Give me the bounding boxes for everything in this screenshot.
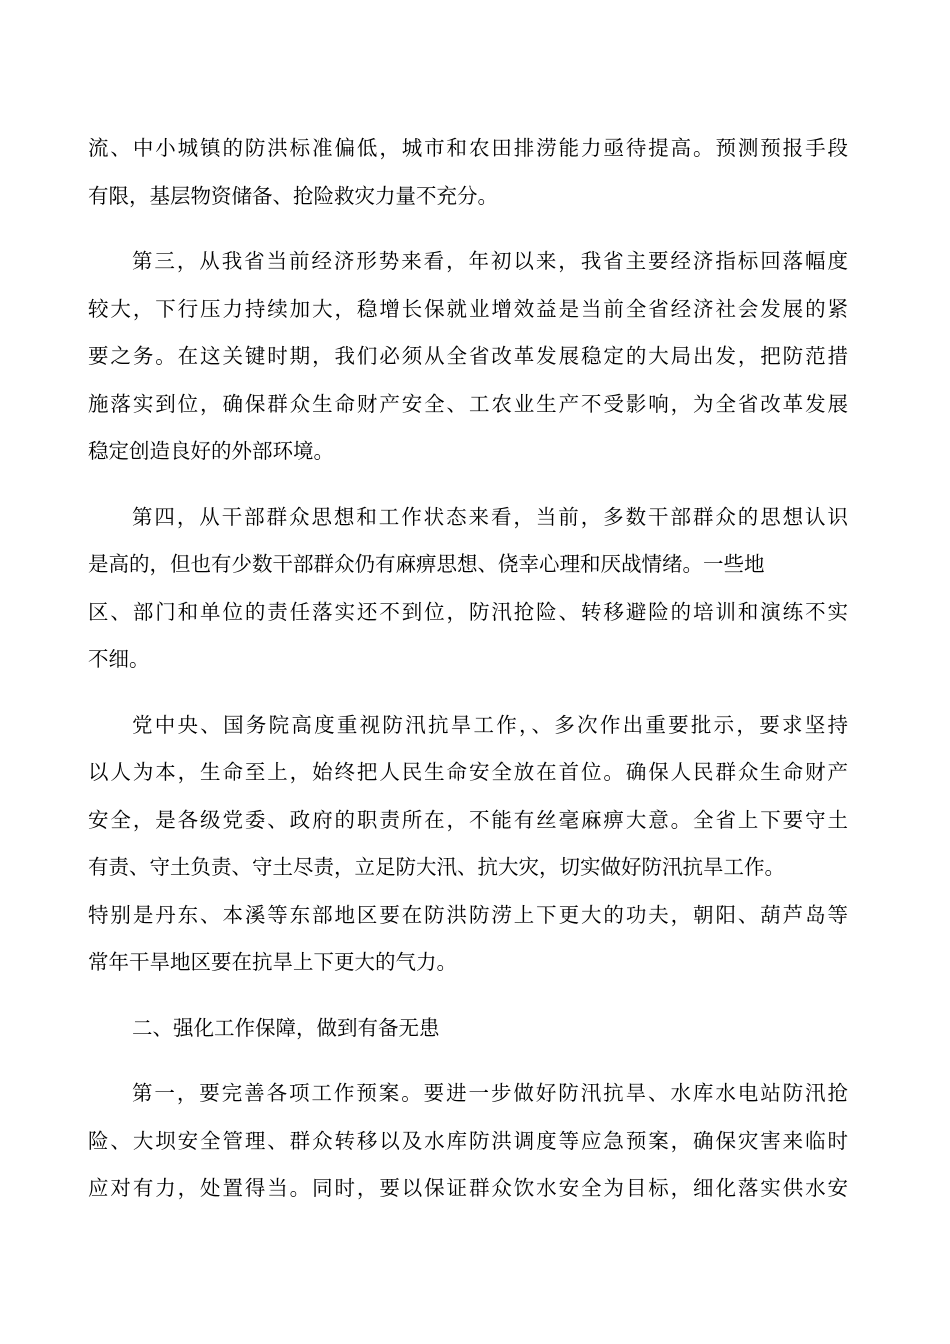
paragraph-third-point (88, 238, 848, 476)
paragraph-continuation (88, 125, 848, 220)
text-line: 第一，要完善各项工作预案。要进一步做好防汛抗旱、水库水电站防汛抢 (132, 1081, 848, 1105)
text-line: 党中央、国务院高度重视防汛抗旱工作，、多次作出重要批示，要求坚持 (132, 712, 848, 737)
text-line: 较大，下行压力持续加大，稳增长保就业增效益是当前全省经济社会发展的紧 (88, 296, 848, 321)
section-heading (88, 1005, 848, 1053)
paragraph-central-directive (88, 702, 848, 987)
document-body (88, 125, 848, 1213)
text-line: 常年干旱地区要在抗旱上下更大的气力。 (88, 950, 457, 974)
text-line: 应对有力，处置得当。同时，要以保证群众饮水安全为目标，细化落实供水安 (88, 1176, 848, 1200)
paragraph-first-measure (88, 1070, 848, 1213)
text-line: 施落实到位，确保群众生命财产安全、工农业生产不受影响，为全省改革发展 (88, 391, 848, 416)
text-line: 安全，是各级党委、政府的职责所在，不能有丝毫麻痹大意。全省上下要守土 (88, 807, 848, 832)
text-line: 以人为本，生命至上，始终把人民生命安全放在首位。确保人民群众生命财产 (88, 760, 848, 784)
text-line: 险、大坝安全管理、群众转移以及水库防洪调度等应急预案，确保灾害来临时 (88, 1128, 848, 1153)
text-line: 区、部门和单位的责任落实还不到位，防汛抢险、转移避险的培训和演练不实 (88, 599, 848, 624)
text-line: 流、中小城镇的防洪标准偏低，城市和农田排涝能力亟待提高。预测预报手段 (88, 136, 848, 160)
section-heading-text: 二、强化工作保障，做到有备无患 (132, 1015, 440, 1040)
text-line: 第四，从干部群众思想和工作状态来看，当前，多数干部群众的思想认识 (132, 504, 848, 529)
text-line: 有限，基层物资储备、抢险救灾力量不充分。 (88, 183, 498, 208)
text-line: 不细。 (88, 647, 150, 671)
text-line: 有责、守土负责、守土尽责，立足防大汛、抗大灾，切实做好防汛抗旱工作。 (88, 855, 785, 879)
text-line: 要之务。在这关键时期，我们必须从全省改革发展稳定的大局出发，把防范措 (88, 344, 848, 368)
text-line: 是高的，但也有少数干部群众仍有麻痹思想、侥幸心理和厌战情绪。一些地 (88, 552, 765, 576)
text-line: 特别是丹东、本溪等东部地区要在防洪防涝上下更大的功夫，朝阳、葫芦岛等 (88, 902, 848, 927)
paragraph-fourth-point (88, 494, 848, 684)
text-line: 稳定创造良好的外部环境。 (88, 439, 334, 463)
text-line: 第三，从我省当前经济形势来看，年初以来，我省主要经济指标回落幅度 (132, 249, 848, 273)
